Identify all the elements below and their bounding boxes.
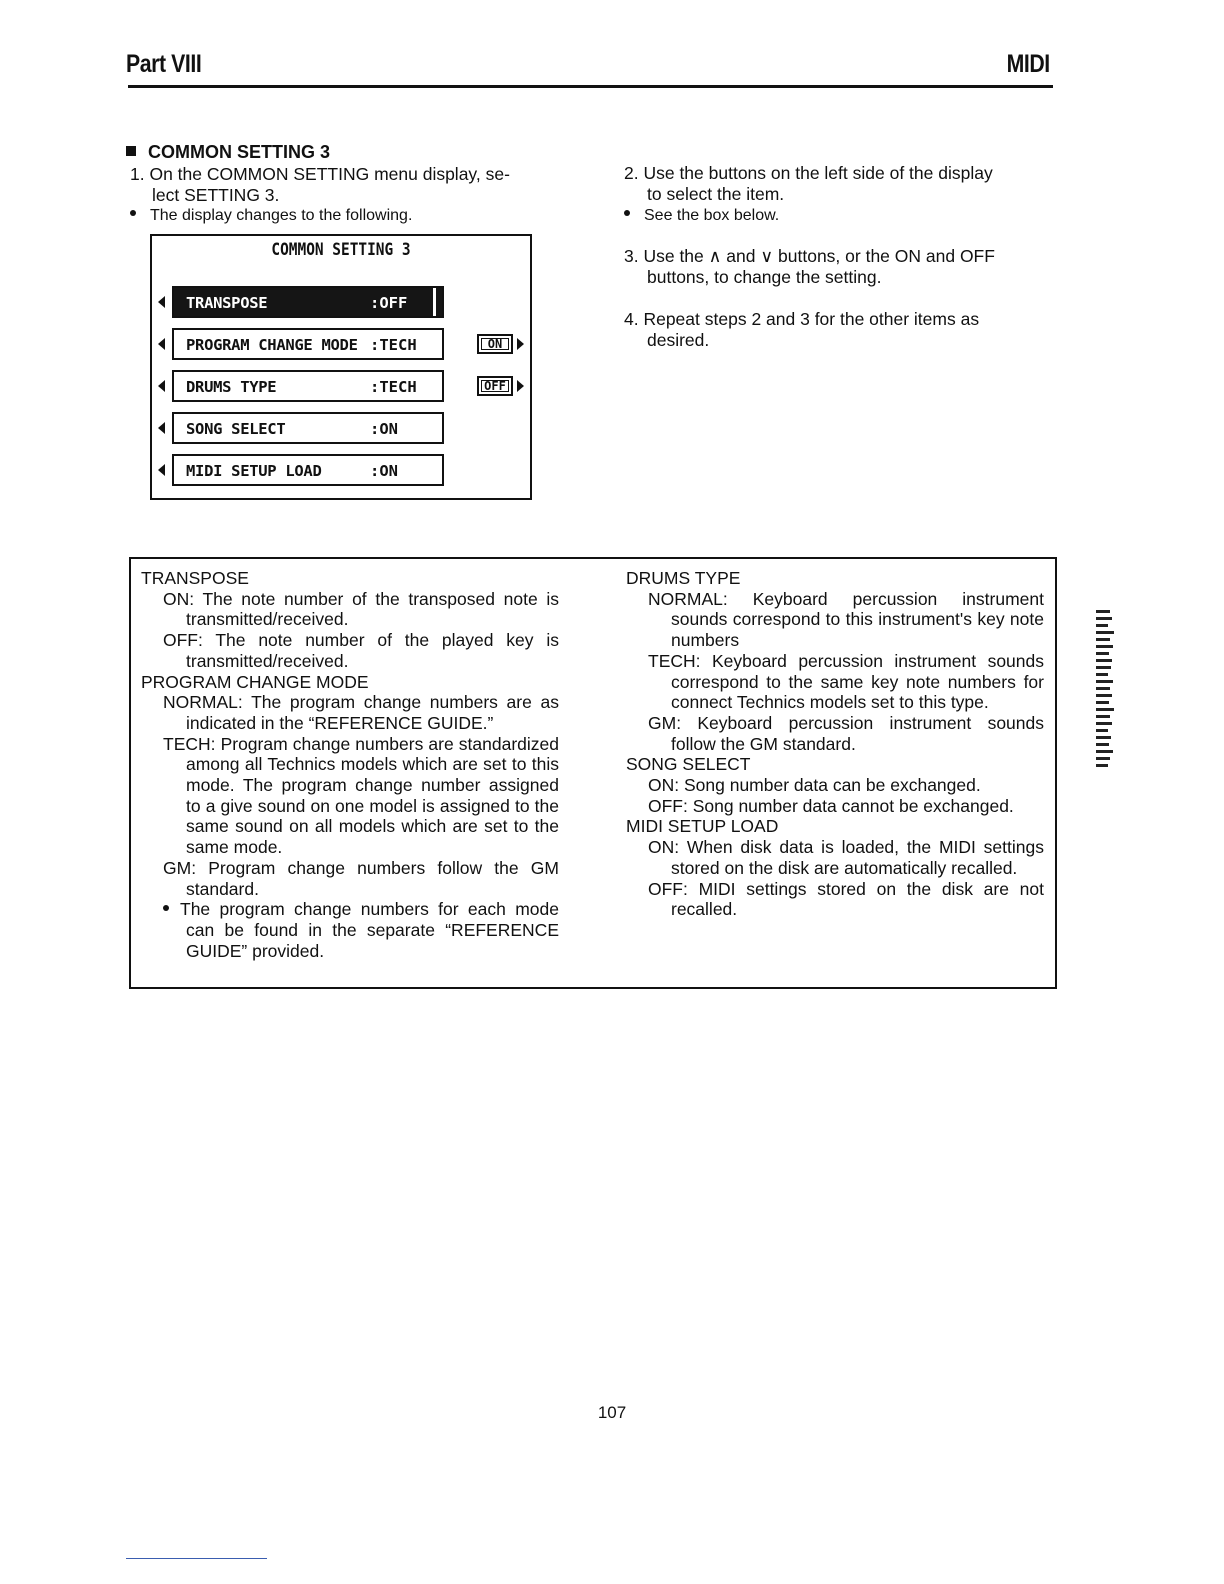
header-section-label: MIDI	[1006, 50, 1050, 78]
row-label: TRANSPOSE	[186, 294, 268, 312]
on-button-label: ON	[487, 337, 503, 351]
pcm-gm: GM: Program change numbers follow the GM standard.	[163, 857, 559, 899]
off-button[interactable]	[477, 376, 513, 396]
pcm-note-text: The program change numbers for each mode can be found in the separate “REFERENCE GUIDE” provided.	[180, 899, 559, 961]
description-right-column	[626, 568, 1044, 920]
midi-off: OFF: MIDI settings stored on the disk are not recalled.	[648, 878, 1044, 920]
row-label: PROGRAM CHANGE MODE	[186, 336, 358, 354]
heading-transpose: TRANSPOSE	[141, 568, 249, 588]
right-arrow-icon[interactable]	[517, 380, 524, 392]
transpose-off: OFF: The note number of the played key is transmitted/received.	[163, 630, 559, 671]
heading-program-change-mode: PROGRAM CHANGE MODE	[141, 671, 369, 692]
transpose-on: ON: The note number of the transposed note is transmitted/received.	[163, 588, 559, 630]
settings-description-box	[129, 557, 1057, 989]
on-button[interactable]	[477, 334, 513, 354]
step-3-line-2: buttons, to change the setting.	[647, 267, 882, 287]
row-label: DRUMS TYPE	[186, 378, 277, 396]
section-title	[126, 142, 330, 163]
heading-song-select: SONG SELECT	[626, 754, 751, 775]
row-value: :OFF	[370, 294, 408, 312]
row-label: SONG SELECT	[186, 420, 286, 438]
drums-normal: NORMAL: Keyboard percussion instrument sounds correspond to this instrument's key note numbers	[648, 588, 1044, 651]
page-edge-marks	[1096, 610, 1114, 785]
pcm-normal: NORMAL: The program change numbers are as indicated in the “REFERENCE GUIDE.”	[163, 692, 559, 733]
pcm-note	[141, 899, 559, 961]
bullet-display-changes	[130, 205, 412, 226]
bullet-dot-icon	[163, 905, 169, 911]
row-label: MIDI SETUP LOAD	[186, 462, 322, 480]
left-arrow-icon[interactable]	[158, 464, 165, 476]
drums-gm: GM: Keyboard percussion instrument sounds follow the GM standard.	[648, 712, 1044, 754]
step-4-line-2: desired.	[647, 330, 710, 350]
bullet-text: See the box below.	[644, 207, 780, 224]
panel-title: COMMON SETTING 3	[271, 240, 411, 260]
bullet-dot-icon	[624, 210, 630, 216]
row-value: :TECH	[370, 378, 417, 396]
lcd-display-panel	[150, 234, 532, 500]
bullet-dot-icon	[130, 210, 136, 216]
step-3-line-1: 3. Use the ∧ and ∨ buttons, or the ON and OFF	[624, 246, 995, 266]
left-arrow-icon[interactable]	[158, 422, 165, 434]
description-left-column	[141, 568, 559, 961]
row-midi-setup-load[interactable]	[172, 454, 444, 486]
step-2-line-2: to select the item.	[647, 184, 785, 204]
header-rule	[128, 85, 1053, 88]
row-value: :TECH	[370, 336, 417, 354]
step-1-line-1: 1. On the COMMON SETTING menu display, se-	[130, 164, 510, 184]
step-4-line-1: 4. Repeat steps 2 and 3 for the other items as	[624, 309, 980, 329]
drums-tech: TECH: Keyboard percussion instrument sounds correspond to the same key note numbers for connect Technics models set to this type.	[648, 650, 1044, 713]
right-arrow-icon[interactable]	[517, 338, 524, 350]
bullet-text: The display changes to the following.	[150, 207, 413, 224]
song-on: ON: Song number data can be exchanged.	[648, 775, 981, 796]
bottom-rule	[126, 1558, 267, 1559]
square-bullet-icon	[126, 146, 136, 156]
off-button-label: OFF	[484, 379, 506, 393]
midi-on: ON: When disk data is loaded, the MIDI settings stored on the disk are automatically recalled.	[648, 837, 1044, 878]
left-arrow-icon[interactable]	[158, 380, 165, 392]
bullet-see-box	[624, 205, 779, 226]
page-number: 107	[597, 1403, 627, 1422]
row-value: :ON	[370, 420, 398, 438]
heading-drums-type: DRUMS TYPE	[626, 568, 741, 588]
pcm-tech: TECH: Program change numbers are standardized among all Technics models which are set to this mode. The program change number assigned to a give sound on one model is assigned to the same sound on all models which are set to the same mode.	[163, 733, 559, 858]
row-drums-type[interactable]	[172, 370, 444, 402]
section-title-text: COMMON SETTING 3	[148, 142, 331, 162]
step-1-line-2: lect SETTING 3.	[152, 185, 280, 205]
row-song-select[interactable]	[172, 412, 444, 444]
row-value: :ON	[370, 462, 398, 480]
row-program-change-mode[interactable]	[172, 328, 444, 360]
row-transpose[interactable]	[172, 286, 444, 318]
song-off: OFF: Song number data cannot be exchanged.	[648, 795, 1014, 816]
header-part-label: Part VIII	[126, 50, 202, 78]
left-arrow-icon[interactable]	[158, 296, 165, 308]
step-2-line-1: 2. Use the buttons on the left side of the display	[624, 163, 993, 183]
left-arrow-icon[interactable]	[158, 338, 165, 350]
heading-midi-setup-load: MIDI SETUP LOAD	[626, 816, 779, 837]
